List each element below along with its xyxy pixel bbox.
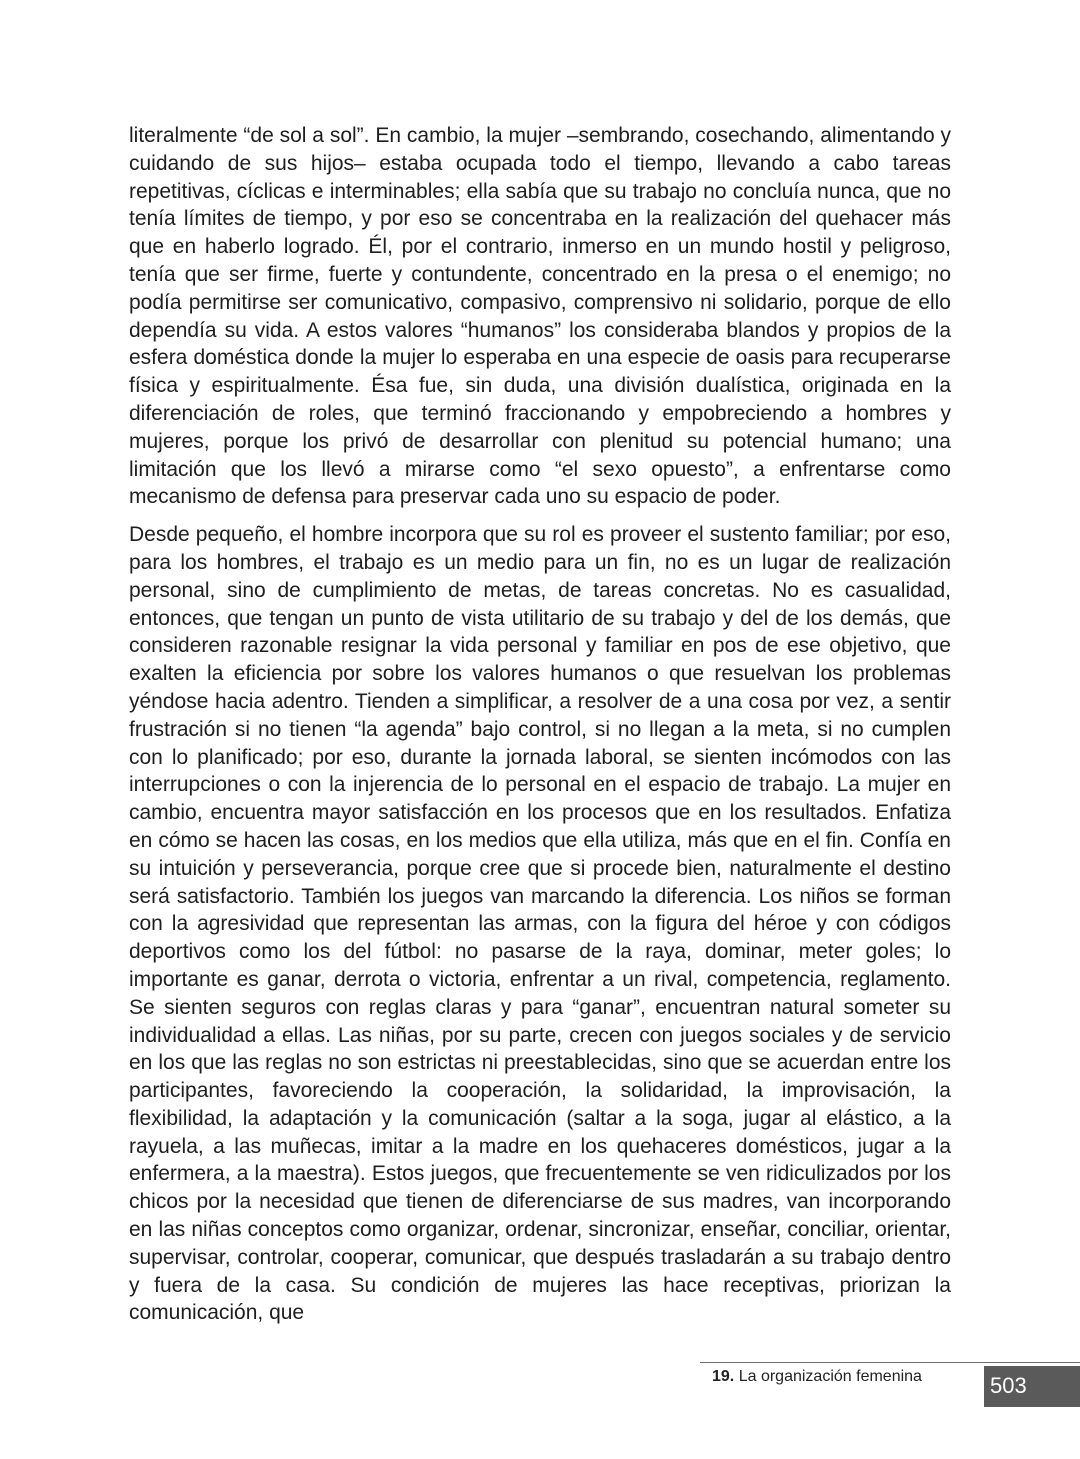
chapter-number: 19. (712, 1368, 735, 1385)
page-body (129, 122, 951, 1327)
page-number: 503 (990, 1373, 1027, 1398)
body-paragraph-1: literalmente “de sol a sol”. En cambio, la mujer –sembrando, cosechando, alimentando y cuidando de sus hijos– estaba ocupada todo el tiempo, llevando a cabo tareas repetitivas, cíclicas e interminables; ella sabía que su trabajo no concluía nunca, que no tenía límites de tiempo, y por eso se concentraba en la realización del quehacer más que en haberlo logrado. Él, por el contrario, inmerso en un mundo hostil y peligroso, tenía que ser firme, fuerte y contundente, concentrado en la presa o el enemigo; no podía permitirse ser comunicativo, compasivo, comprensivo ni solidario, porque de ello dependía su vida. A estos valores “humanos” los consideraba blandos y propios de la esfera doméstica donde la mujer lo esperaba en una especie de oasis para recuperarse física y espiritualmente. Ésa fue, sin duda, una división dualística, originada en la diferenciación de roles, que terminó fraccionando y empobreciendo a hombres y mujeres, porque los privó de desarrollar con plenitud su potencial humano; una limitación que los llevó a mirarse como “el sexo opuesto”, a enfrentarse como mecanismo de defensa para preservar cada uno su espacio de poder. (129, 124, 951, 509)
footer-rule (700, 1362, 1080, 1363)
page-number-box (984, 1366, 1080, 1407)
page-footer (700, 1362, 1080, 1407)
chapter-title: La organización femenina (738, 1368, 922, 1385)
body-paragraph-2: Desde pequeño, el hombre incorpora que su rol es proveer el sustento familiar; por eso, para los hombres, el trabajo es un medio para un fin, no es un lugar de realización personal, sino de cumplimiento de metas, de tareas concretas. No es casualidad, entonces, que tengan un punto de vista utilitario de su trabajo y del de los demás, que consideren razonable resignar la vida personal y familiar en pos de ese objetivo, que exalten la eficiencia por sobre los valores humanos o que resuelvan los problemas yéndose hacia adentro. Tienden a simplificar, a resolver de a una cosa por vez, a sentir frustración si no tienen “la agenda” bajo control, si no llegan a la meta, si no cumplen con lo planificado; por eso, durante la jornada laboral, se sienten incómodos con las interrupciones o con la injerencia de lo personal en el espacio de trabajo. La mujer en cambio, encuentra mayor satisfacción en los procesos que en los resultados. Enfatiza en cómo se hacen las cosas, en los medios que ella utiliza, más que en el fin. Confía en su intuición y perseverancia, porque cree que si procede bien, naturalmente el destino será satisfactorio. También los juegos van marcando la diferencia. Los niños se forman con la agresividad que representan las armas, con la figura del héroe y con códigos deportivos como los del fútbol: no pasarse de la raya, dominar, meter goles; lo importante es ganar, derrota o victoria, enfrentar a un rival, competencia, reglamento. Se sienten seguros con reglas claras y para “ganar”, encuentran natural someter su individualidad a ellas. Las niñas, por su parte, crecen con juegos sociales y de servicio en los que las reglas no son estrictas ni preestablecidas, sino que se acuerdan entre los participantes, favoreciendo la cooperación, la solidaridad, la improvisación, la flexibilidad, la adaptación y la comunicación (saltar a la soga, jugar al elástico, a la rayuela, a las muñecas, imitar a la madre en los quehaceres domésticos, jugar a la enfermera, a la maestra). Estos juegos, que frecuentemente se ven ridiculizados por los chicos por la necesidad que tienen de diferenciarse de sus madres, van incorporando en las niñas conceptos como organizar, ordenar, sincronizar, enseñar, conciliar, orientar, supervisar, controlar, cooperar, comunicar, que después trasladarán a su trabajo dentro y fuera de la casa. Su condición de mujeres las hace receptivas, priorizan la comunicación, que (129, 523, 951, 1325)
running-footer (712, 1367, 922, 1387)
